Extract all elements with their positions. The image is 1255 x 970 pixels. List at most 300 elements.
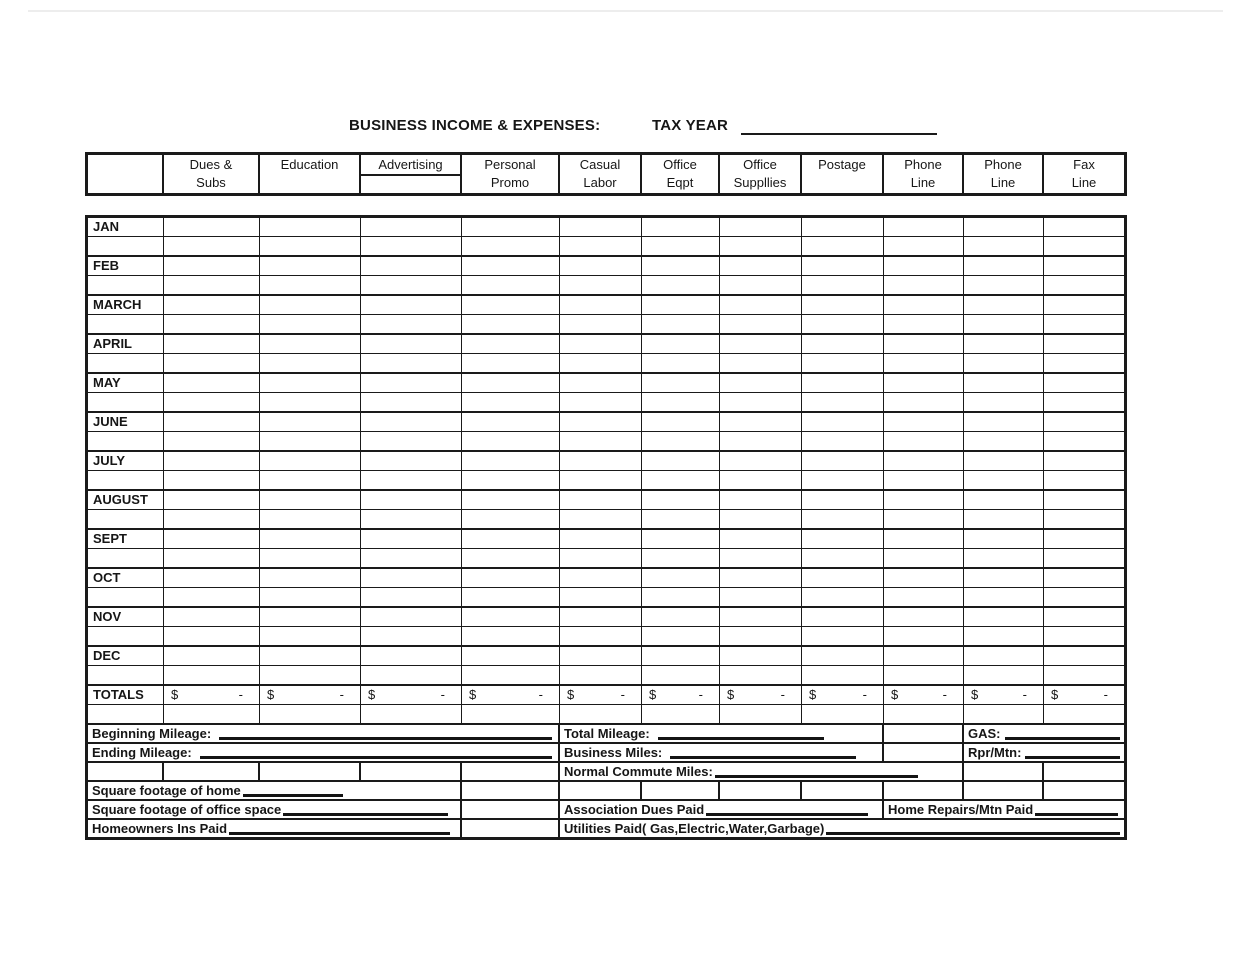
blank-cell[interactable]: [462, 820, 560, 837]
expense-cell[interactable]: [560, 608, 642, 626]
label-column-blank[interactable]: [88, 354, 164, 372]
blank-cell[interactable]: [964, 763, 1044, 780]
expense-cell[interactable]: [964, 432, 1044, 450]
expense-cell[interactable]: [260, 530, 361, 548]
expense-cell[interactable]: [164, 218, 260, 236]
expense-cell[interactable]: [560, 296, 642, 314]
expense-cell[interactable]: [802, 315, 884, 333]
expense-cell[interactable]: [164, 315, 260, 333]
expense-cell[interactable]: [1044, 510, 1124, 528]
expense-cell[interactable]: [802, 510, 884, 528]
expense-cell[interactable]: [361, 413, 462, 431]
label-column-blank[interactable]: [88, 705, 164, 723]
tax-year-blank-line[interactable]: [741, 133, 937, 135]
expense-cell[interactable]: [560, 647, 642, 665]
expense-cell[interactable]: [964, 627, 1044, 645]
expense-cell[interactable]: [164, 432, 260, 450]
expense-cell[interactable]: [462, 647, 560, 665]
label-column-blank[interactable]: [88, 276, 164, 294]
expense-cell[interactable]: [720, 471, 802, 489]
expense-cell[interactable]: [260, 335, 361, 353]
expense-cell[interactable]: [361, 471, 462, 489]
expense-cell[interactable]: [560, 549, 642, 567]
expense-cell[interactable]: [802, 549, 884, 567]
label-column-blank[interactable]: [88, 549, 164, 567]
expense-cell[interactable]: [802, 335, 884, 353]
expense-cell[interactable]: [802, 608, 884, 626]
expense-cell[interactable]: [361, 237, 462, 255]
expense-cell[interactable]: [642, 276, 720, 294]
expense-cell[interactable]: [802, 374, 884, 392]
expense-cell[interactable]: [260, 296, 361, 314]
expense-cell[interactable]: [1044, 432, 1124, 450]
expense-cell[interactable]: [260, 608, 361, 626]
expense-cell[interactable]: [164, 510, 260, 528]
expense-cell[interactable]: [260, 432, 361, 450]
expense-cell[interactable]: [884, 374, 964, 392]
expense-cell[interactable]: [720, 452, 802, 470]
expense-cell[interactable]: [260, 491, 361, 509]
expense-cell[interactable]: [720, 276, 802, 294]
expense-cell[interactable]: [462, 705, 560, 723]
expense-cell[interactable]: [164, 237, 260, 255]
expense-cell[interactable]: [361, 276, 462, 294]
expense-cell[interactable]: [964, 393, 1044, 411]
expense-cell[interactable]: [260, 354, 361, 372]
expense-cell[interactable]: [164, 257, 260, 275]
expense-cell[interactable]: [1044, 471, 1124, 489]
expense-cell[interactable]: [560, 627, 642, 645]
expense-cell[interactable]: [361, 666, 462, 684]
expense-cell[interactable]: [560, 237, 642, 255]
expense-cell[interactable]: [260, 588, 361, 606]
expense-cell[interactable]: [1044, 335, 1124, 353]
expense-cell[interactable]: [884, 335, 964, 353]
expense-cell[interactable]: [884, 413, 964, 431]
expense-cell[interactable]: [884, 510, 964, 528]
expense-cell[interactable]: [560, 666, 642, 684]
expense-cell[interactable]: [884, 296, 964, 314]
expense-cell[interactable]: [1044, 296, 1124, 314]
expense-cell[interactable]: [642, 549, 720, 567]
label-column-blank[interactable]: [88, 588, 164, 606]
expense-cell[interactable]: [462, 393, 560, 411]
expense-cell[interactable]: [560, 276, 642, 294]
expense-cell[interactable]: [1044, 354, 1124, 372]
expense-cell[interactable]: [802, 354, 884, 372]
expense-cell[interactable]: [1044, 608, 1124, 626]
expense-cell[interactable]: [462, 491, 560, 509]
expense-cell[interactable]: [260, 315, 361, 333]
expense-cell[interactable]: [462, 315, 560, 333]
expense-cell[interactable]: [964, 510, 1044, 528]
blank-cell[interactable]: [462, 782, 560, 799]
expense-cell[interactable]: [260, 218, 361, 236]
label-column-blank[interactable]: [88, 393, 164, 411]
expense-cell[interactable]: [642, 647, 720, 665]
expense-cell[interactable]: [642, 705, 720, 723]
blank-cell[interactable]: [164, 763, 260, 780]
homeowners-ins-blank[interactable]: [229, 822, 450, 835]
expense-cell[interactable]: [964, 315, 1044, 333]
expense-cell[interactable]: [802, 627, 884, 645]
rpr-mtn-blank[interactable]: [1025, 746, 1120, 759]
expense-cell[interactable]: [964, 296, 1044, 314]
expense-cell[interactable]: [1044, 413, 1124, 431]
expense-cell[interactable]: [802, 530, 884, 548]
expense-cell[interactable]: [462, 530, 560, 548]
expense-cell[interactable]: [361, 588, 462, 606]
expense-cell[interactable]: [361, 608, 462, 626]
expense-cell[interactable]: [164, 335, 260, 353]
expense-cell[interactable]: [964, 354, 1044, 372]
expense-cell[interactable]: [361, 257, 462, 275]
expense-cell[interactable]: [560, 705, 642, 723]
expense-cell[interactable]: [260, 627, 361, 645]
expense-cell[interactable]: [462, 549, 560, 567]
expense-cell[interactable]: [884, 432, 964, 450]
expense-cell[interactable]: [361, 296, 462, 314]
expense-cell[interactable]: [462, 588, 560, 606]
expense-cell[interactable]: [964, 530, 1044, 548]
expense-cell[interactable]: [720, 374, 802, 392]
expense-cell[interactable]: [462, 666, 560, 684]
expense-cell[interactable]: [462, 276, 560, 294]
expense-cell[interactable]: [642, 530, 720, 548]
expense-cell[interactable]: [884, 666, 964, 684]
expense-cell[interactable]: [964, 374, 1044, 392]
expense-cell[interactable]: [720, 647, 802, 665]
expense-cell[interactable]: [164, 296, 260, 314]
expense-cell[interactable]: [720, 354, 802, 372]
expense-cell[interactable]: [361, 354, 462, 372]
blank-cell[interactable]: [964, 782, 1044, 799]
expense-cell[interactable]: [884, 549, 964, 567]
expense-cell[interactable]: [642, 218, 720, 236]
expense-cell[interactable]: [642, 569, 720, 587]
expense-cell[interactable]: [802, 257, 884, 275]
expense-cell[interactable]: [720, 296, 802, 314]
expense-cell[interactable]: [361, 452, 462, 470]
expense-cell[interactable]: [964, 705, 1044, 723]
expense-cell[interactable]: [802, 413, 884, 431]
expense-cell[interactable]: [642, 608, 720, 626]
expense-cell[interactable]: [560, 530, 642, 548]
expense-cell[interactable]: [720, 237, 802, 255]
expense-cell[interactable]: [964, 491, 1044, 509]
expense-cell[interactable]: [964, 237, 1044, 255]
expense-cell[interactable]: [884, 627, 964, 645]
expense-cell[interactable]: [560, 257, 642, 275]
expense-cell[interactable]: [642, 510, 720, 528]
expense-cell[interactable]: [164, 666, 260, 684]
blank-cell[interactable]: [884, 782, 964, 799]
expense-cell[interactable]: [260, 452, 361, 470]
expense-cell[interactable]: [164, 627, 260, 645]
square-footage-home-blank[interactable]: [243, 784, 343, 797]
expense-cell[interactable]: [1044, 647, 1124, 665]
expense-cell[interactable]: [720, 705, 802, 723]
expense-cell[interactable]: [884, 705, 964, 723]
expense-cell[interactable]: [1044, 237, 1124, 255]
expense-cell[interactable]: [720, 218, 802, 236]
expense-cell[interactable]: [964, 608, 1044, 626]
expense-cell[interactable]: [720, 432, 802, 450]
expense-cell[interactable]: [260, 237, 361, 255]
expense-cell[interactable]: [802, 393, 884, 411]
expense-cell[interactable]: [884, 569, 964, 587]
expense-cell[interactable]: [164, 530, 260, 548]
expense-cell[interactable]: [260, 374, 361, 392]
expense-cell[interactable]: [720, 413, 802, 431]
expense-cell[interactable]: [1044, 374, 1124, 392]
utilities-blank[interactable]: [826, 822, 1120, 835]
expense-cell[interactable]: [720, 530, 802, 548]
blank-cell[interactable]: [802, 782, 884, 799]
expense-cell[interactable]: [802, 569, 884, 587]
expense-cell[interactable]: [260, 276, 361, 294]
expense-cell[interactable]: [884, 393, 964, 411]
expense-cell[interactable]: [884, 491, 964, 509]
expense-cell[interactable]: [1044, 393, 1124, 411]
home-repairs-blank[interactable]: [1035, 803, 1118, 816]
expense-cell[interactable]: [462, 608, 560, 626]
expense-cell[interactable]: [462, 335, 560, 353]
blank-cell[interactable]: [88, 763, 164, 780]
expense-cell[interactable]: [964, 549, 1044, 567]
expense-cell[interactable]: [164, 374, 260, 392]
expense-cell[interactable]: [642, 237, 720, 255]
blank-cell[interactable]: [884, 725, 964, 742]
label-column-blank[interactable]: [88, 237, 164, 255]
expense-cell[interactable]: [164, 354, 260, 372]
beginning-mileage-blank[interactable]: [219, 727, 552, 740]
expense-cell[interactable]: [884, 237, 964, 255]
expense-cell[interactable]: [884, 452, 964, 470]
expense-cell[interactable]: [642, 257, 720, 275]
expense-cell[interactable]: [720, 335, 802, 353]
business-miles-blank[interactable]: [670, 746, 856, 759]
expense-cell[interactable]: [560, 218, 642, 236]
expense-cell[interactable]: [1044, 491, 1124, 509]
blank-cell[interactable]: [1044, 782, 1124, 799]
expense-cell[interactable]: [884, 588, 964, 606]
expense-cell[interactable]: [1044, 627, 1124, 645]
expense-cell[interactable]: [560, 374, 642, 392]
expense-cell[interactable]: [720, 315, 802, 333]
expense-cell[interactable]: [164, 491, 260, 509]
expense-cell[interactable]: [462, 257, 560, 275]
blank-cell[interactable]: [642, 782, 720, 799]
expense-cell[interactable]: [560, 510, 642, 528]
expense-cell[interactable]: [260, 257, 361, 275]
expense-cell[interactable]: [1044, 315, 1124, 333]
expense-cell[interactable]: [560, 491, 642, 509]
expense-cell[interactable]: [884, 354, 964, 372]
expense-cell[interactable]: [462, 237, 560, 255]
expense-cell[interactable]: [260, 705, 361, 723]
expense-cell[interactable]: [642, 588, 720, 606]
expense-cell[interactable]: [884, 276, 964, 294]
expense-cell[interactable]: [884, 218, 964, 236]
expense-cell[interactable]: [1044, 569, 1124, 587]
blank-cell[interactable]: [560, 782, 642, 799]
expense-cell[interactable]: [164, 588, 260, 606]
expense-cell[interactable]: [802, 432, 884, 450]
expense-cell[interactable]: [560, 393, 642, 411]
expense-cell[interactable]: [462, 413, 560, 431]
expense-cell[interactable]: [164, 276, 260, 294]
ending-mileage-blank[interactable]: [200, 746, 552, 759]
expense-cell[interactable]: [164, 608, 260, 626]
expense-cell[interactable]: [720, 588, 802, 606]
expense-cell[interactable]: [164, 413, 260, 431]
expense-cell[interactable]: [361, 627, 462, 645]
blank-cell[interactable]: [720, 782, 802, 799]
expense-cell[interactable]: [964, 413, 1044, 431]
expense-cell[interactable]: [642, 627, 720, 645]
expense-cell[interactable]: [720, 608, 802, 626]
expense-cell[interactable]: [462, 354, 560, 372]
expense-cell[interactable]: [361, 705, 462, 723]
blank-cell[interactable]: [361, 763, 462, 780]
expense-cell[interactable]: [260, 549, 361, 567]
expense-cell[interactable]: [884, 530, 964, 548]
expense-cell[interactable]: [802, 218, 884, 236]
expense-cell[interactable]: [802, 647, 884, 665]
expense-cell[interactable]: [964, 452, 1044, 470]
expense-cell[interactable]: [1044, 530, 1124, 548]
expense-cell[interactable]: [642, 471, 720, 489]
expense-cell[interactable]: [462, 296, 560, 314]
expense-cell[interactable]: [361, 549, 462, 567]
expense-cell[interactable]: [802, 452, 884, 470]
expense-cell[interactable]: [462, 510, 560, 528]
association-dues-blank[interactable]: [706, 803, 868, 816]
expense-cell[interactable]: [884, 315, 964, 333]
expense-cell[interactable]: [802, 491, 884, 509]
expense-cell[interactable]: [164, 705, 260, 723]
expense-cell[interactable]: [260, 569, 361, 587]
expense-cell[interactable]: [964, 276, 1044, 294]
expense-cell[interactable]: [720, 257, 802, 275]
expense-cell[interactable]: [164, 569, 260, 587]
square-footage-office-blank[interactable]: [283, 803, 448, 816]
expense-cell[interactable]: [361, 647, 462, 665]
expense-cell[interactable]: [361, 510, 462, 528]
expense-cell[interactable]: [1044, 705, 1124, 723]
expense-cell[interactable]: [560, 588, 642, 606]
expense-cell[interactable]: [361, 393, 462, 411]
expense-cell[interactable]: [884, 257, 964, 275]
expense-cell[interactable]: [260, 413, 361, 431]
expense-cell[interactable]: [361, 491, 462, 509]
expense-cell[interactable]: [642, 315, 720, 333]
expense-cell[interactable]: [462, 218, 560, 236]
expense-cell[interactable]: [164, 452, 260, 470]
label-column-blank[interactable]: [88, 432, 164, 450]
expense-cell[interactable]: [361, 432, 462, 450]
expense-cell[interactable]: [884, 471, 964, 489]
expense-cell[interactable]: [964, 335, 1044, 353]
expense-cell[interactable]: [361, 569, 462, 587]
expense-cell[interactable]: [560, 413, 642, 431]
expense-cell[interactable]: [1044, 257, 1124, 275]
expense-cell[interactable]: [260, 647, 361, 665]
expense-cell[interactable]: [642, 491, 720, 509]
expense-cell[interactable]: [1044, 549, 1124, 567]
expense-cell[interactable]: [720, 491, 802, 509]
expense-cell[interactable]: [164, 471, 260, 489]
expense-cell[interactable]: [462, 374, 560, 392]
expense-cell[interactable]: [642, 432, 720, 450]
expense-cell[interactable]: [361, 335, 462, 353]
label-column-blank[interactable]: [88, 510, 164, 528]
expense-cell[interactable]: [884, 608, 964, 626]
expense-cell[interactable]: [361, 374, 462, 392]
expense-cell[interactable]: [642, 413, 720, 431]
expense-cell[interactable]: [642, 374, 720, 392]
expense-cell[interactable]: [802, 705, 884, 723]
expense-cell[interactable]: [361, 315, 462, 333]
expense-cell[interactable]: [720, 666, 802, 684]
expense-cell[interactable]: [964, 569, 1044, 587]
label-column-blank[interactable]: [88, 471, 164, 489]
expense-cell[interactable]: [560, 569, 642, 587]
label-column-blank[interactable]: [88, 315, 164, 333]
expense-cell[interactable]: [462, 452, 560, 470]
expense-cell[interactable]: [1044, 452, 1124, 470]
expense-cell[interactable]: [964, 218, 1044, 236]
expense-cell[interactable]: [560, 471, 642, 489]
expense-cell[interactable]: [720, 627, 802, 645]
blank-cell[interactable]: [462, 763, 560, 780]
expense-cell[interactable]: [260, 471, 361, 489]
expense-cell[interactable]: [164, 393, 260, 411]
expense-cell[interactable]: [560, 432, 642, 450]
expense-cell[interactable]: [802, 471, 884, 489]
expense-cell[interactable]: [964, 588, 1044, 606]
expense-cell[interactable]: [560, 354, 642, 372]
expense-cell[interactable]: [361, 530, 462, 548]
expense-cell[interactable]: [802, 296, 884, 314]
expense-cell[interactable]: [1044, 588, 1124, 606]
expense-cell[interactable]: [560, 335, 642, 353]
expense-cell[interactable]: [642, 296, 720, 314]
label-column-blank[interactable]: [88, 627, 164, 645]
expense-cell[interactable]: [720, 569, 802, 587]
expense-cell[interactable]: [260, 510, 361, 528]
expense-cell[interactable]: [802, 666, 884, 684]
expense-cell[interactable]: [560, 315, 642, 333]
expense-cell[interactable]: [560, 452, 642, 470]
expense-cell[interactable]: [720, 510, 802, 528]
expense-cell[interactable]: [1044, 218, 1124, 236]
blank-cell[interactable]: [462, 801, 560, 818]
label-column-blank[interactable]: [88, 666, 164, 684]
expense-cell[interactable]: [964, 647, 1044, 665]
normal-commute-blank[interactable]: [715, 765, 918, 778]
gas-blank[interactable]: [1005, 727, 1121, 740]
expense-cell[interactable]: [642, 393, 720, 411]
expense-cell[interactable]: [802, 237, 884, 255]
expense-cell[interactable]: [964, 257, 1044, 275]
expense-cell[interactable]: [642, 452, 720, 470]
expense-cell[interactable]: [642, 354, 720, 372]
expense-cell[interactable]: [462, 432, 560, 450]
expense-cell[interactable]: [164, 549, 260, 567]
expense-cell[interactable]: [642, 666, 720, 684]
